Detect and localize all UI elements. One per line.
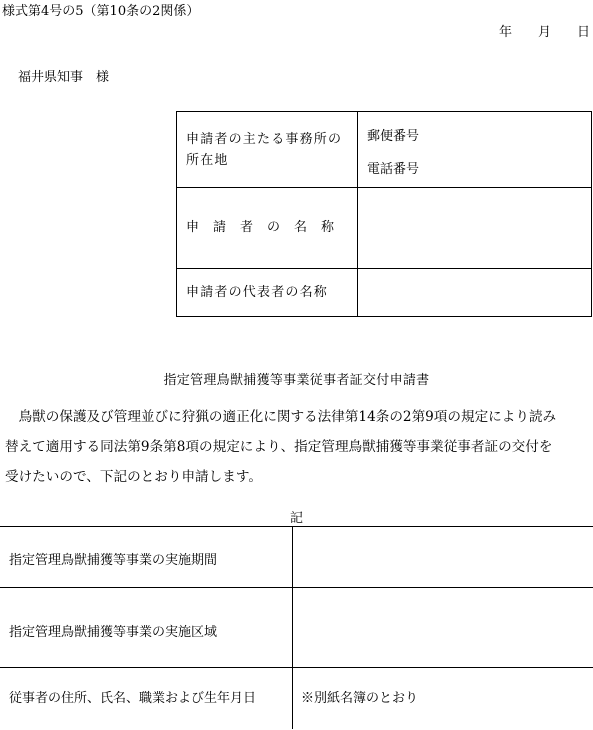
implementation-area-row[interactable] (0, 588, 593, 668)
applicant-table (176, 111, 592, 317)
phone-label: 電話番号 (367, 162, 420, 177)
form-title: 指定管理鳥獣捕獲等事業従事者証交付申請書 (163, 373, 430, 388)
implementation-period-row[interactable] (0, 527, 593, 588)
applicant-name-row[interactable] (177, 188, 591, 269)
addressee: 福井県知事 様 (18, 70, 110, 85)
worker-info-label: 従事者の住所、氏名、職業および生年月日 (9, 691, 257, 706)
form-number: 様式第4号の5（第10条の2関係） (2, 4, 200, 19)
body-line: 替えて適用する同法第9条第8項の規定により、指定管理鳥獣捕獲等事業従事者証の交付を (5, 439, 553, 455)
applicant-name-label: 申請者の名称 (186, 220, 349, 235)
worker-info-value: ※別紙名簿のとおり (301, 691, 419, 706)
ki-heading: 記 (289, 511, 303, 526)
body-text (5, 402, 593, 492)
date-line (499, 21, 590, 40)
date-month: 月 (537, 25, 551, 40)
postal-code-label: 郵便番号 (367, 129, 420, 144)
body-line: 受けたいので、下記のとおり申請します。 (5, 469, 262, 485)
office-location-row (177, 112, 591, 188)
body-line: 鳥獣の保護及び管理並びに狩猟の適正化に関する法律第14条の2第9項の規定により読み (5, 409, 557, 425)
date-day: 日 (576, 25, 590, 40)
representative-name-label: 申請者の代表者の名称 (186, 285, 329, 300)
items-table (0, 526, 593, 729)
implementation-area-label: 指定管理鳥獣捕獲等事業の実施区域 (9, 625, 218, 640)
representative-name-row[interactable] (177, 269, 591, 317)
office-location-label: 申請者の主たる事務所の 所在地 (186, 132, 343, 168)
worker-info-row[interactable] (0, 668, 593, 730)
implementation-period-label: 指定管理鳥獣捕獲等事業の実施期間 (9, 553, 218, 568)
date-year: 年 (498, 25, 512, 40)
